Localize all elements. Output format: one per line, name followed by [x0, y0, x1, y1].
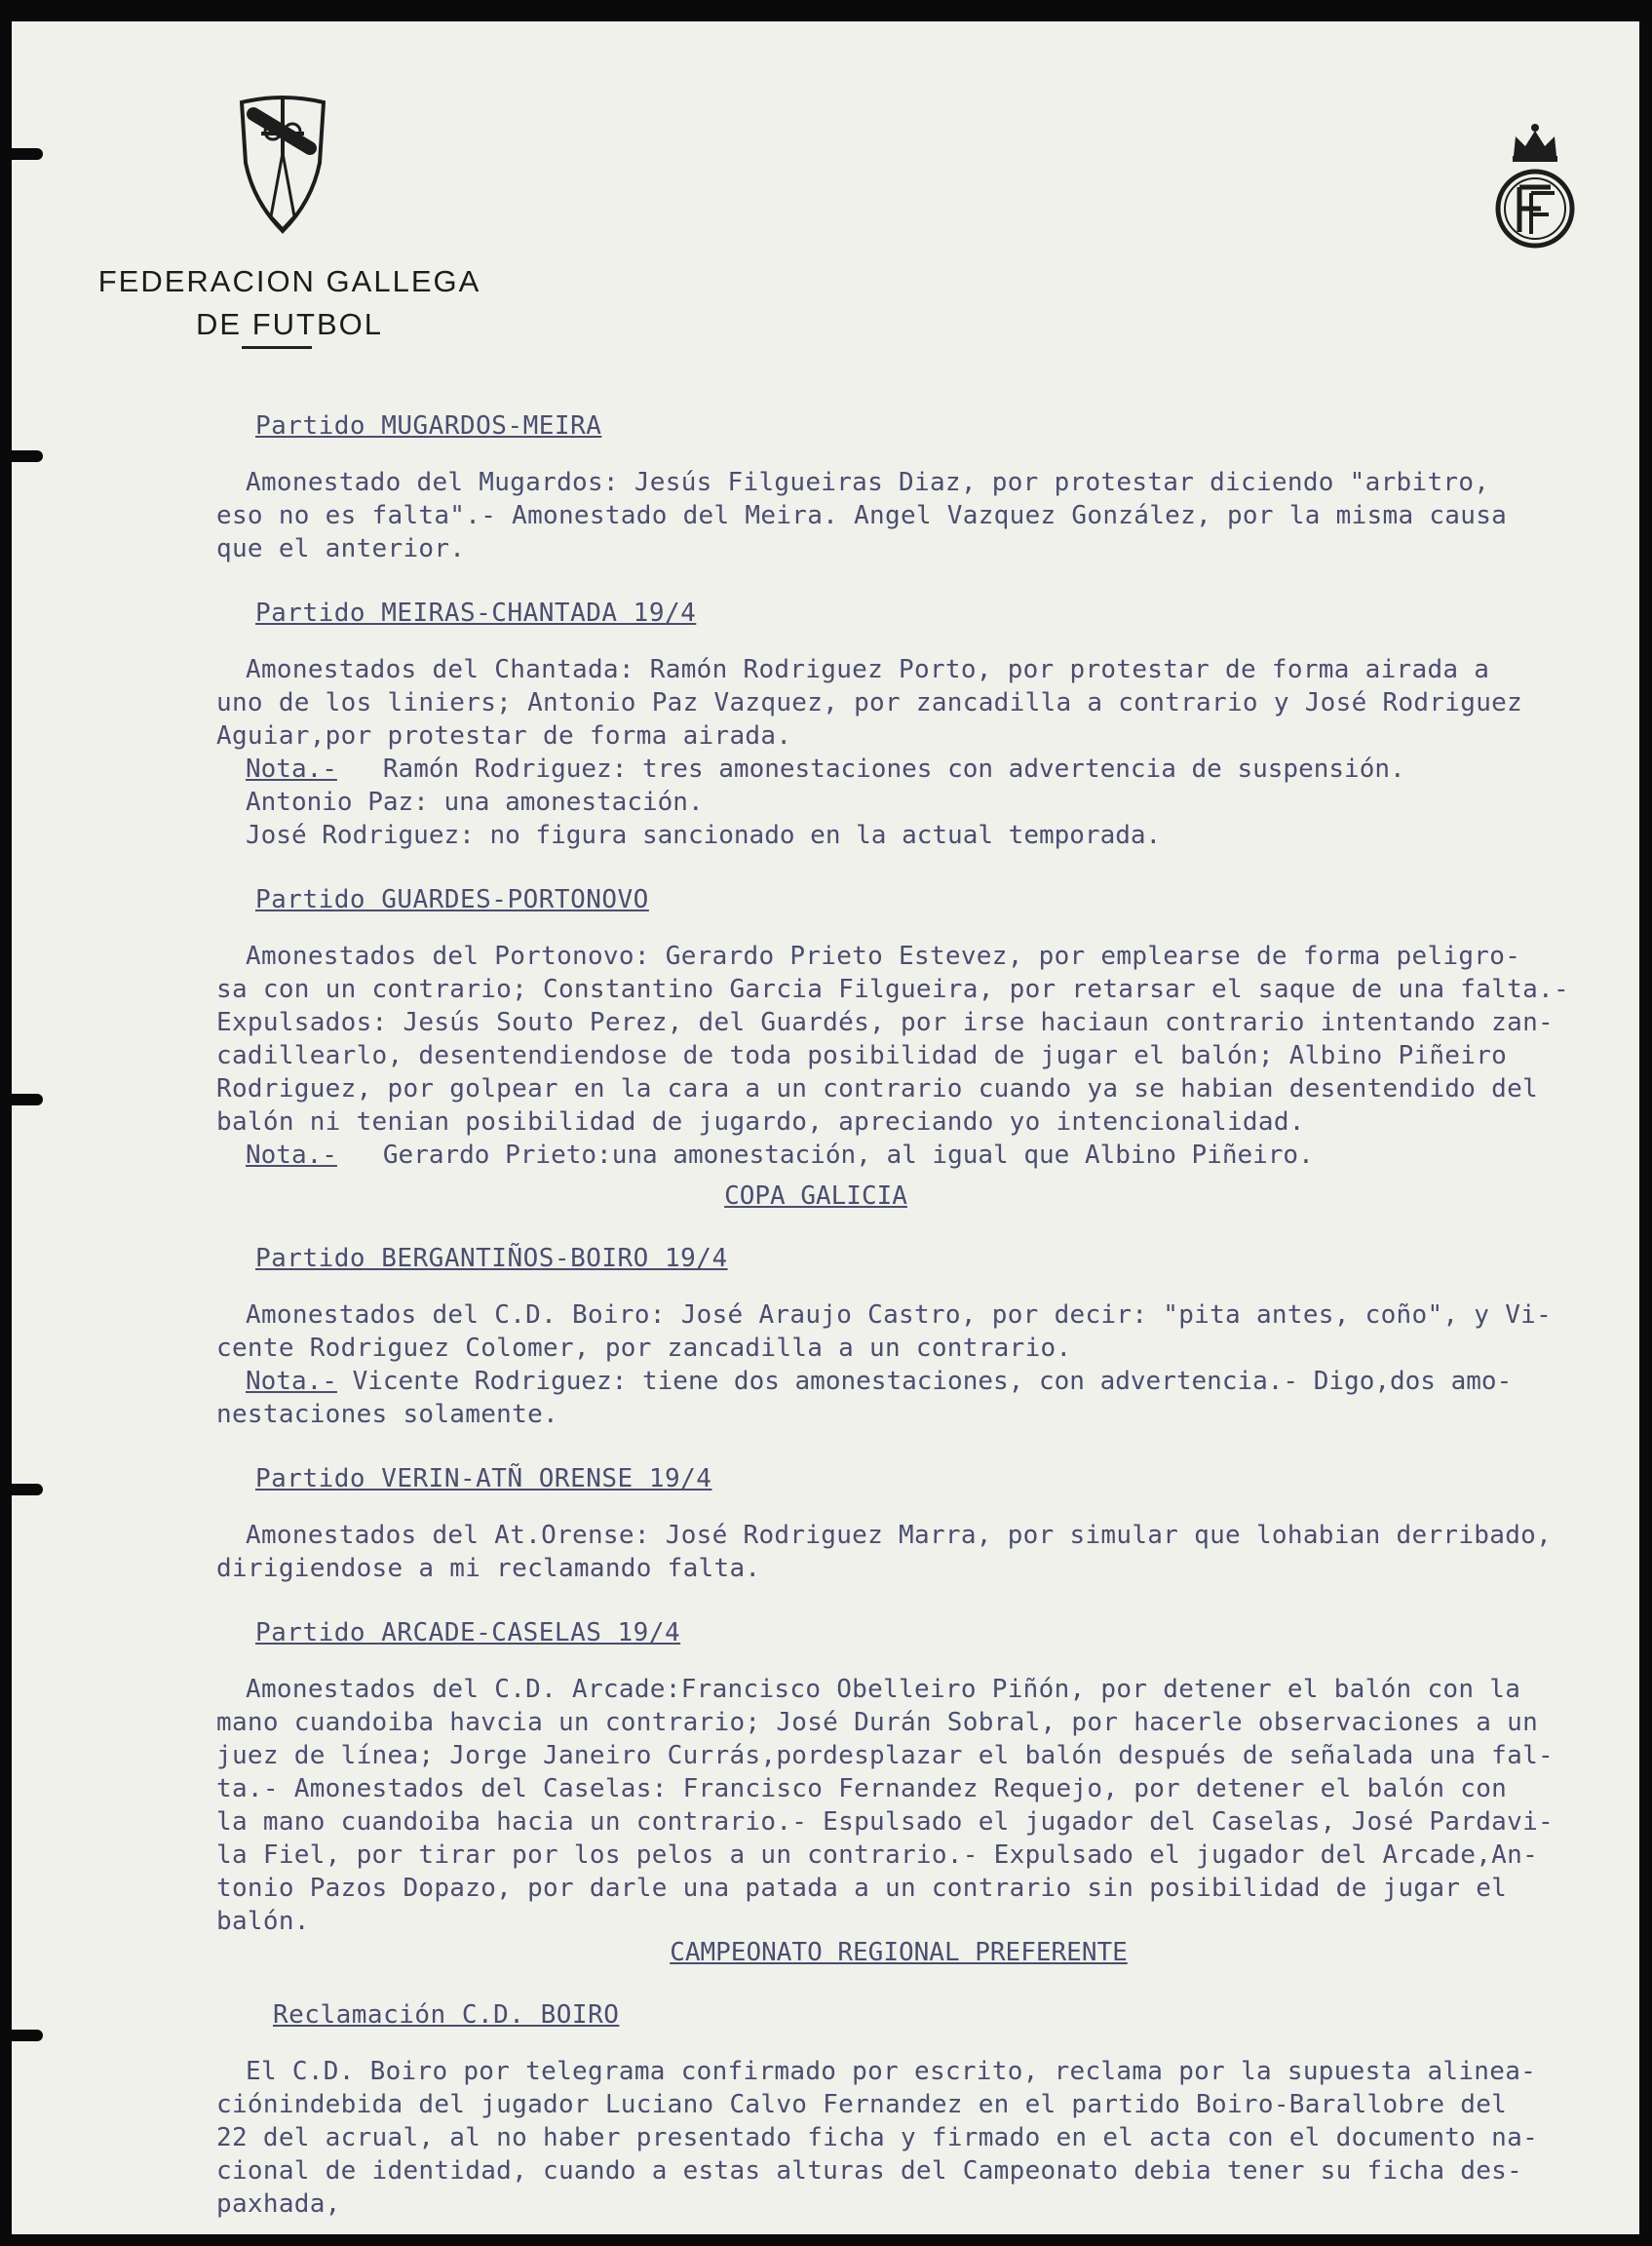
report-line: 22 del acrual, al no haber presentado ficha y firmado en el acta con el documento na-: [216, 2123, 1539, 2152]
report-line: Amonestado del Mugardos: Jesús Filgueiras Diaz, por protestar diciendo "arbitro,: [246, 468, 1490, 497]
note-line: [216, 1139, 1620, 1172]
report-line: Amonestados del Chantada: Ramón Rodriguez Porto, por protestar de forma airada a: [246, 655, 1490, 684]
competition-heading: CAMPEONATO REGIONAL PREFERENTE: [670, 1938, 1128, 1967]
note-text: Ramón Rodriguez: tres amonestaciones con advertencia de suspensión.: [382, 755, 1405, 784]
punch-hole: [12, 450, 43, 462]
note-label: Nota.-: [246, 1141, 337, 1170]
match-report: [216, 653, 1620, 852]
report-line: uno de los liniers; Antonio Paz Vazquez, por zancadilla a contrario y José Rodriguez: [216, 688, 1523, 717]
punch-hole: [12, 1094, 43, 1105]
claim-heading: Reclamación C.D. BOIRO: [273, 2000, 620, 2030]
punch-hole: [12, 148, 43, 160]
report-line: balón ni tenian posibilidad de jugardo, apreciando yo intencionalidad.: [216, 1107, 1305, 1137]
report-line: cional de identidad, cuando a estas alturas del Campeonato debia tener su ficha des-: [216, 2156, 1523, 2186]
report-line: cente Rodriguez Colomer, por zancadilla a un contrario.: [216, 1334, 1072, 1363]
report-line: juez de línea; Jorge Janeiro Currás,pordesplazar el balón después de señalada una fal-: [216, 1741, 1554, 1770]
report-line: la Fiel, por tirar por los pelos a un contrario.- Expulsado el jugador del Arcade,An-: [216, 1840, 1539, 1870]
organization-name: [70, 260, 509, 346]
match-heading: Partido MUGARDOS-MEIRA: [255, 411, 602, 441]
competition-heading: COPA GALICIA: [724, 1181, 907, 1211]
report-line: tonio Pazos Dopazo, por darle una patada a un contrario sin posibilidad de jugar el: [216, 1874, 1508, 1903]
match-heading: Partido GUARDES-PORTONOVO: [255, 885, 649, 914]
match-report: [216, 1519, 1620, 1585]
crowned-federation-seal-icon: [1486, 119, 1584, 255]
report-line: dirigiendose a mi reclamando falta.: [216, 1554, 761, 1583]
note-line: [216, 753, 1620, 786]
note-line: José Rodriguez: no figura sancionado en la actual temporada.: [246, 821, 1162, 850]
punch-hole: [12, 1484, 43, 1495]
report-line: Amonestados del C.D. Arcade:Francisco Obelleiro Piñón, por detener el balón con la: [246, 1675, 1521, 1704]
match-heading: Partido ARCADE-CASELAS 19/4: [255, 1618, 681, 1647]
report-line: Aguiar,por protestar de forma airada.: [216, 721, 792, 751]
match-heading: Partido MEIRAS-CHANTADA 19/4: [255, 599, 697, 628]
report-line: Rodriguez, por golpear en la cara a un contrario cuando ya se habian desentendido del: [216, 1074, 1539, 1104]
match-report: [216, 466, 1620, 565]
punch-hole: [12, 2030, 43, 2041]
shield-emblem-icon: [234, 95, 331, 236]
report-line: Expulsados: Jesús Souto Perez, del Guardés, por irse haciaun contrario intentando zan-: [216, 1008, 1554, 1037]
note-label: Nota.-: [246, 755, 337, 784]
report-line: eso no es falta".- Amonestado del Meira. Angel Vazquez González, por la misma causa: [216, 501, 1508, 530]
report-line: nestaciones solamente.: [216, 1400, 558, 1429]
report-line: paxhada,: [216, 2189, 341, 2219]
report-line: ta.- Amonestados del Caselas: Francisco Fernandez Requejo, por detener el balón con: [216, 1774, 1508, 1803]
match-report: [216, 1298, 1620, 1431]
report-line: la mano cuandoiba hacia un contrario.- Espulsado el jugador del Caselas, José Pardavi-: [216, 1807, 1554, 1837]
document-body: [216, 411, 1620, 2221]
org-line-1: FEDERACION GALLEGA: [97, 264, 481, 298]
report-line: Amonestados del At.Orense: José Rodriguez Marra, por simular que lohabian derribado,: [246, 1521, 1553, 1550]
note-line: Antonio Paz: una amonestación.: [246, 788, 704, 817]
note-text: Vicente Rodriguez: tiene dos amonestaciones, con advertencia.- Digo,dos amo-: [352, 1367, 1513, 1396]
note-label: Nota.-: [246, 1367, 337, 1396]
header-divider: [242, 346, 312, 349]
claim-report: [216, 2055, 1620, 2221]
report-line: Amonestados del Portonovo: Gerardo Prieto Estevez, por emplearse de forma peligro-: [246, 942, 1521, 971]
report-line: Amonestados del C.D. Boiro: José Araujo Castro, por decir: "pita antes, coño", y Vi-: [246, 1300, 1553, 1330]
report-line: balón.: [216, 1907, 310, 1936]
note-line: [216, 1365, 1620, 1398]
report-line: mano cuandoiba havcia un contrario; José Durán Sobral, por hacerle observaciones a un: [216, 1708, 1539, 1737]
report-line: ciónindebida del jugador Luciano Calvo Fernandez en el partido Boiro-Barallobre del: [216, 2090, 1508, 2119]
match-heading: Partido BERGANTIÑOS-BOIRO 19/4: [255, 1244, 728, 1273]
match-report: [216, 1673, 1620, 1938]
report-line: que el anterior.: [216, 534, 466, 563]
note-text: Gerardo Prieto:una amonestación, al igual que Albino Piñeiro.: [382, 1141, 1314, 1170]
report-line: sa con un contrario; Constantino Garcia Filgueira, por retarsar el saque de una falta.-: [216, 975, 1569, 1004]
org-line-2: DE FUTBOL: [196, 307, 383, 341]
match-report: [216, 940, 1620, 1172]
match-heading: Partido VERIN-ATÑ ORENSE 19/4: [255, 1464, 712, 1493]
report-line: cadillearlo, desentendiendose de toda posibilidad de jugar el balón; Albino Piñeiro: [216, 1041, 1508, 1070]
report-line: El C.D. Boiro por telegrama confirmado por escrito, reclama por la supuesta alinea-: [246, 2057, 1537, 2086]
